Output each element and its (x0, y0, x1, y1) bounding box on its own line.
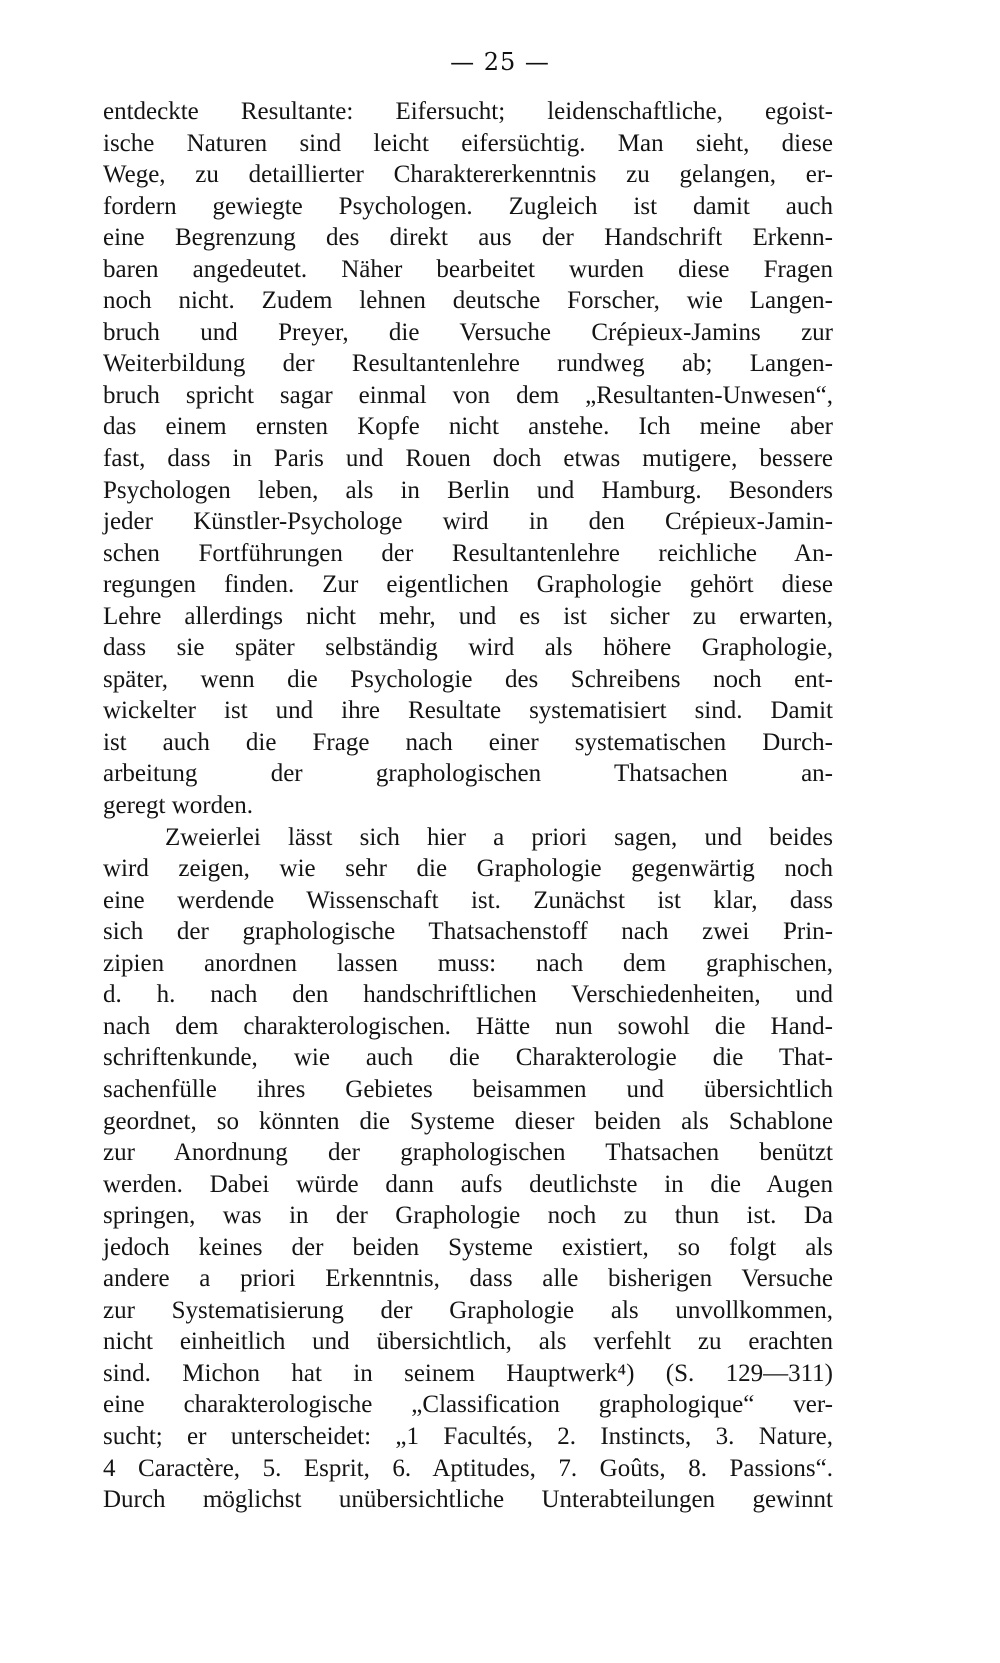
text-line: arbeitung der graphologischen Thatsachen an- (103, 760, 833, 788)
text-line: jeder Künstler-Psychologe wird in den Crépieux-Jamin- (103, 508, 833, 536)
text-line: baren angedeutet. Näher bearbeitet wurden diese Fragen (103, 255, 833, 283)
text-line: später, wenn die Psychologie des Schreibens noch ent- (103, 665, 833, 693)
text-line: nicht einheitlich und übersichtlich, als verfehlt zu erachten (103, 1328, 833, 1356)
text-line: zur Systematisierung der Graphologie als unvollkommen, (103, 1296, 833, 1324)
text-line: geordnet, so könnten die Systeme dieser beiden als Schablone (103, 1107, 833, 1135)
text-line: entdeckte Resultante: Eifersucht; leidenschaftliche, egoist- (103, 98, 833, 125)
text-line: Zweierlei lässt sich hier a priori sagen, und beides (165, 823, 833, 851)
text-line: d. h. nach den handschriftlichen Verschiedenheiten, und (103, 981, 833, 1009)
text-line: dass sie später selbständig wird als höhere Graphologie, (103, 634, 833, 662)
text-line: werden. Dabei würde dann aufs deutlichste in die Augen (103, 1170, 833, 1198)
text-line: bruch spricht sagar einmal von dem „Resultanten-Unwesen“, (103, 381, 833, 409)
text-line: eine charakterologische „Classification graphologique“ ver- (103, 1391, 833, 1419)
text-line: nach dem charakterologischen. Hätte nun sowohl die Hand- (103, 1012, 833, 1040)
text-line: fast, dass in Paris und Rouen doch etwas mutigere, bessere (103, 445, 833, 473)
text-line: regungen finden. Zur eigentlichen Graphologie gehört diese (103, 571, 833, 599)
text-line: eine Begrenzung des direkt aus der Handschrift Erkenn- (103, 224, 833, 252)
text-line: 4 Caractère, 5. Esprit, 6. Aptitudes, 7. Goûts, 8. Passions“. (103, 1454, 833, 1482)
text-line: sich der graphologische Thatsachenstoff nach zwei Prin- (103, 918, 833, 946)
text-line: noch nicht. Zudem lehnen deutsche Forscher, wie Langen- (103, 287, 833, 315)
text-line: sachenfülle ihres Gebietes beisammen und übersichtlich (103, 1075, 833, 1103)
text-line: andere a priori Erkenntnis, dass alle bisherigen Versuche (103, 1265, 833, 1293)
text-line: ist auch die Frage nach einer systematischen Durch- (103, 728, 833, 756)
text-line: schen Fortführungen der Resultantenlehre reichliche An- (103, 539, 833, 567)
page-number: — 25 — (450, 48, 550, 76)
text-line: schriftenkunde, wie auch die Charakterologie die That- (103, 1044, 833, 1072)
text-line: fordern gewiegte Psychologen. Zugleich ist damit auch (103, 192, 833, 220)
text-line: Weiterbildung der Resultantenlehre rundweg ab; Langen- (103, 350, 833, 378)
body-text (103, 96, 833, 1516)
text-line: Wege, zu detaillierter Charaktererkenntnis zu gelangen, er- (103, 161, 833, 189)
text-line: zur Anordnung der graphologischen Thatsachen benützt (103, 1139, 833, 1167)
text-line: zipien anordnen lassen muss: nach dem graphischen, (103, 949, 833, 977)
text-line: Lehre allerdings nicht mehr, und es ist sicher zu erwarten, (103, 602, 833, 630)
text-line: springen, was in der Graphologie noch zu thun ist. Da (103, 1202, 833, 1230)
text-line: sind. Michon hat in seinem Hauptwerk⁴) (S. 129—311) (103, 1359, 833, 1387)
text-line: wird zeigen, wie sehr die Graphologie gegenwärtig noch (103, 855, 833, 883)
text-line: Durch möglichst unübersichtliche Unterabteilungen gewinnt (103, 1486, 833, 1514)
text-line: bruch und Preyer, die Versuche Crépieux-Jamins zur (103, 318, 833, 346)
text-line: ische Naturen sind leicht eifersüchtig. Man sieht, diese (103, 129, 833, 157)
text-line: wickelter ist und ihre Resultate systematisiert sind. Damit (103, 697, 833, 725)
text-line: geregt worden. (103, 792, 253, 820)
text-line: jedoch keines der beiden Systeme existiert, so folgt als (103, 1233, 833, 1261)
text-line: das einem ernsten Kopfe nicht anstehe. Ich meine aber (103, 413, 833, 441)
text-line: Psychologen leben, als in Berlin und Hamburg. Besonders (103, 476, 833, 504)
text-line: eine werdende Wissenschaft ist. Zunächst ist klar, dass (103, 886, 833, 914)
text-line: sucht; er unterscheidet: „1 Facultés, 2. Instincts, 3. Nature, (103, 1422, 833, 1450)
